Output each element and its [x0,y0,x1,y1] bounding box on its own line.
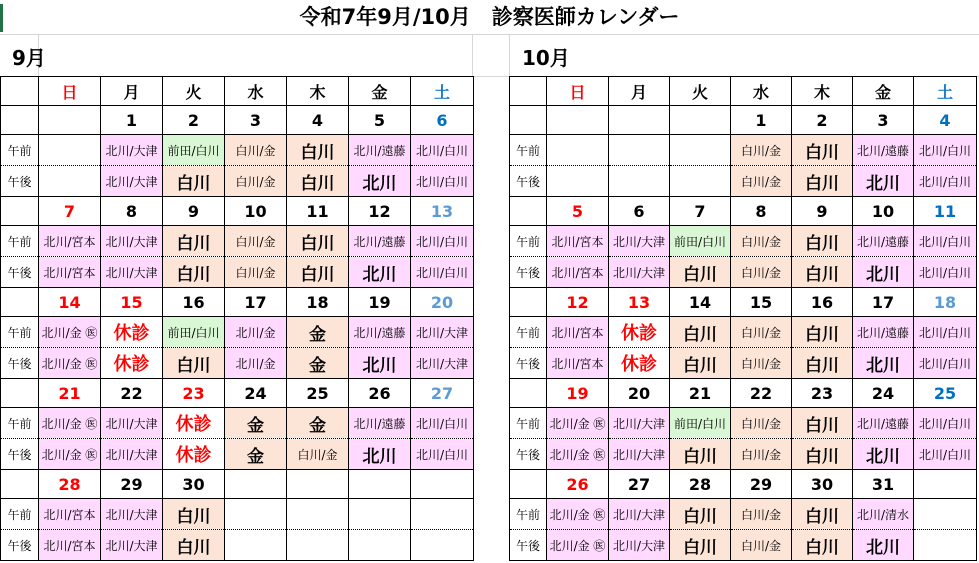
date-cell: 19 [547,379,609,408]
doctor-schedule-cell: 北川/金 ㊩ [547,499,609,530]
doctor-schedule-cell: 北川/白川 [411,226,474,257]
date-cell: 19 [349,288,411,317]
date-cell: 4 [287,106,349,135]
doctor-schedule-cell: 休診 [101,348,163,379]
date-cell [670,106,731,135]
doctor-schedule-cell: 北川 [349,166,411,197]
doctor-schedule-cell: 白川 [163,499,225,530]
doctor-schedule-cell: 北川/大津 [101,530,163,561]
date-cell: 16 [792,288,853,317]
blank-label-cell [510,106,547,135]
doctor-schedule-cell: 前田/白川 [163,317,225,348]
doctor-schedule-cell [411,499,474,530]
date-cell: 20 [411,288,474,317]
doctor-schedule-cell: 白川 [792,499,853,530]
date-cell: 20 [609,379,670,408]
doctor-schedule-cell: 北川/金 ㊩ [39,408,101,439]
doctor-schedule-cell: 北川/白川 [411,439,474,470]
doctor-schedule-cell [914,499,977,530]
doctor-schedule-cell: 白川/金 [731,317,792,348]
doctor-schedule-cell: 白川 [792,439,853,470]
doctor-schedule-cell: 白川 [287,257,349,288]
date-cell [411,470,474,499]
weekday-header: 月 [609,77,670,106]
date-cell: 9 [163,197,225,226]
sheet-column-line [509,34,510,76]
doctor-schedule-cell [39,135,101,166]
date-cell: 8 [731,197,792,226]
doctor-schedule-cell: 北川/大津 [609,226,670,257]
doctor-schedule-cell: 金 [225,439,287,470]
date-cell: 2 [163,106,225,135]
morning-label: 午前 [510,226,547,257]
doctor-schedule-cell: 白川 [287,166,349,197]
date-cell: 5 [349,106,411,135]
doctor-schedule-cell: 白川 [792,408,853,439]
weekday-header: 木 [287,77,349,106]
doctor-schedule-cell: 北川 [853,530,914,561]
doctor-schedule-cell: 白川/金 [225,135,287,166]
doctor-schedule-cell: 休診 [609,348,670,379]
afternoon-label: 午後 [1,439,39,470]
date-cell: 13 [411,197,474,226]
doctor-schedule-cell: 北川 [349,257,411,288]
morning-label: 午前 [1,226,39,257]
date-cell [225,470,287,499]
doctor-schedule-cell: 前田/白川 [670,226,731,257]
doctor-schedule-cell: 北川/大津 [101,408,163,439]
corner-cell [1,77,39,106]
doctor-schedule-cell: 北川/白川 [411,257,474,288]
date-cell: 25 [287,379,349,408]
doctor-schedule-cell: 北川/大津 [101,257,163,288]
calendar-october [509,76,977,561]
weekday-header: 火 [670,77,731,106]
doctor-schedule-cell: 前田/白川 [163,135,225,166]
doctor-schedule-cell: 白川 [670,499,731,530]
doctor-schedule-cell: 北川/遠藤 [853,408,914,439]
doctor-schedule-cell: 北川/大津 [609,499,670,530]
month-heading-october: 10月 [522,46,570,70]
date-cell: 22 [731,379,792,408]
date-cell: 18 [914,288,977,317]
doctor-schedule-cell: 北川/大津 [609,257,670,288]
date-cell: 23 [792,379,853,408]
afternoon-label: 午後 [1,348,39,379]
doctor-schedule-cell: 北川/大津 [609,408,670,439]
doctor-schedule-cell: 北川/金 ㊩ [39,439,101,470]
doctor-schedule-cell: 北川/白川 [914,135,977,166]
weekday-header: 月 [101,77,163,106]
doctor-schedule-cell: 北川/遠藤 [349,317,411,348]
doctor-schedule-cell: 北川/白川 [914,166,977,197]
doctor-schedule-cell: 北川/金 ㊩ [547,408,609,439]
doctor-schedule-cell: 北川/遠藤 [349,226,411,257]
weekday-header: 木 [792,77,853,106]
date-cell: 9 [792,197,853,226]
date-cell [547,106,609,135]
doctor-schedule-cell: 北川/白川 [914,226,977,257]
afternoon-label: 午後 [1,257,39,288]
date-cell: 11 [287,197,349,226]
doctor-schedule-cell: 白川 [792,530,853,561]
date-cell: 23 [163,379,225,408]
doctor-schedule-cell: 北川/遠藤 [853,226,914,257]
date-cell: 31 [853,470,914,499]
doctor-schedule-cell: 北川/遠藤 [349,408,411,439]
doctor-schedule-cell: 北川/宮本 [547,317,609,348]
blank-label-cell [510,288,547,317]
doctor-schedule-cell: 北川/金 [225,348,287,379]
date-cell: 24 [225,379,287,408]
doctor-schedule-cell: 北川/大津 [101,439,163,470]
doctor-schedule-cell: 休診 [163,439,225,470]
date-cell: 8 [101,197,163,226]
doctor-schedule-cell: 北川 [853,348,914,379]
date-cell [349,470,411,499]
doctor-schedule-cell: 白川 [792,348,853,379]
doctor-schedule-cell: 北川/宮本 [39,226,101,257]
doctor-schedule-cell: 白川 [792,135,853,166]
afternoon-label: 午後 [510,257,547,288]
weekday-header: 水 [731,77,792,106]
doctor-schedule-cell: 北川/白川 [411,135,474,166]
blank-label-cell [1,470,39,499]
doctor-schedule-cell: 北川/金 ㊩ [39,317,101,348]
date-cell: 28 [670,470,731,499]
date-cell: 21 [39,379,101,408]
date-cell: 10 [853,197,914,226]
doctor-schedule-cell: 白川/金 [731,135,792,166]
doctor-schedule-cell [609,135,670,166]
morning-label: 午前 [1,408,39,439]
doctor-schedule-cell: 北川/白川 [914,439,977,470]
date-cell: 28 [39,470,101,499]
date-cell: 27 [609,470,670,499]
doctor-schedule-cell: 北川/大津 [411,317,474,348]
doctor-schedule-cell: 白川 [163,166,225,197]
doctor-schedule-cell: 休診 [101,317,163,348]
blank-label-cell [510,197,547,226]
doctor-schedule-cell: 白川/金 [225,257,287,288]
doctor-schedule-cell: 北川/宮本 [547,348,609,379]
doctor-schedule-cell: 北川/大津 [101,499,163,530]
doctor-schedule-cell: 白川/金 [731,439,792,470]
doctor-schedule-cell [287,499,349,530]
doctor-schedule-cell: 前田/白川 [670,408,731,439]
doctor-schedule-cell: 金 [225,408,287,439]
date-cell: 10 [225,197,287,226]
date-cell: 14 [39,288,101,317]
date-cell: 17 [225,288,287,317]
doctor-schedule-cell: 白川/金 [731,499,792,530]
doctor-schedule-cell [349,499,411,530]
date-cell: 12 [349,197,411,226]
doctor-schedule-cell [547,166,609,197]
doctor-schedule-cell: 白川 [670,530,731,561]
date-cell: 15 [101,288,163,317]
doctor-schedule-cell: 白川/金 [731,257,792,288]
weekday-header: 金 [349,77,411,106]
doctor-schedule-cell: 休診 [163,408,225,439]
date-cell: 21 [670,379,731,408]
weekday-header: 日 [547,77,609,106]
morning-label: 午前 [510,408,547,439]
doctor-schedule-cell: 白川 [163,257,225,288]
blank-label-cell [1,288,39,317]
doctor-schedule-cell: 北川/金 ㊩ [39,348,101,379]
weekday-header: 土 [411,77,474,106]
date-cell: 18 [287,288,349,317]
doctor-schedule-cell [914,530,977,561]
afternoon-label: 午後 [510,166,547,197]
doctor-schedule-cell [609,166,670,197]
doctor-schedule-cell [39,166,101,197]
date-cell: 24 [853,379,914,408]
doctor-schedule-cell: 北川/金 [225,317,287,348]
doctor-schedule-cell: 北川/白川 [411,166,474,197]
page-title: 令和7年9月/10月 診察医師カレンダー [299,5,680,29]
date-cell [39,106,101,135]
blank-label-cell [1,197,39,226]
doctor-schedule-cell: 白川/金 [731,348,792,379]
doctor-schedule-cell: 北川 [349,348,411,379]
blank-label-cell [510,379,547,408]
weekday-header: 火 [163,77,225,106]
date-cell: 29 [731,470,792,499]
doctor-schedule-cell [670,135,731,166]
doctor-schedule-cell: 白川 [287,135,349,166]
afternoon-label: 午後 [1,166,39,197]
doctor-schedule-cell [287,530,349,561]
date-cell: 14 [670,288,731,317]
corner-cell [510,77,547,106]
date-cell: 17 [853,288,914,317]
date-cell: 7 [670,197,731,226]
morning-label: 午前 [1,135,39,166]
date-cell: 30 [163,470,225,499]
afternoon-label: 午後 [510,530,547,561]
doctor-schedule-cell: 北川/宮本 [39,530,101,561]
date-cell: 16 [163,288,225,317]
doctor-schedule-cell: 北川/遠藤 [853,317,914,348]
month-heading-september: 9月 [12,46,46,70]
date-cell: 12 [547,288,609,317]
doctor-schedule-cell: 金 [287,317,349,348]
doctor-schedule-cell: 北川 [853,257,914,288]
doctor-schedule-cell: 白川/金 [287,439,349,470]
morning-label: 午前 [1,499,39,530]
date-cell: 6 [609,197,670,226]
date-cell: 6 [411,106,474,135]
doctor-schedule-cell: 北川/白川 [914,257,977,288]
doctor-schedule-cell: 北川/大津 [609,439,670,470]
doctor-schedule-cell: 北川/白川 [411,408,474,439]
date-cell: 30 [792,470,853,499]
doctor-schedule-cell [670,166,731,197]
doctor-schedule-cell: 北川/大津 [101,166,163,197]
doctor-schedule-cell: 白川/金 [731,166,792,197]
doctor-schedule-cell: 北川 [853,166,914,197]
date-cell: 26 [547,470,609,499]
doctor-schedule-cell: 北川/宮本 [39,499,101,530]
doctor-schedule-cell: 北川/遠藤 [349,135,411,166]
date-cell: 13 [609,288,670,317]
doctor-schedule-cell: 白川 [792,166,853,197]
doctor-schedule-cell: 北川/清水 [853,499,914,530]
doctor-schedule-cell: 北川/大津 [101,226,163,257]
date-cell: 1 [731,106,792,135]
doctor-schedule-cell: 北川/大津 [411,348,474,379]
doctor-schedule-cell: 白川 [163,530,225,561]
doctor-schedule-cell: 北川/大津 [101,135,163,166]
doctor-schedule-cell: 北川/金 ㊩ [547,530,609,561]
doctor-schedule-cell: 白川/金 [731,530,792,561]
morning-label: 午前 [1,317,39,348]
sheet-gridline [0,34,979,35]
date-cell: 27 [411,379,474,408]
doctor-schedule-cell: 北川/大津 [609,530,670,561]
date-cell [914,470,977,499]
morning-label: 午前 [510,499,547,530]
doctor-schedule-cell: 白川 [670,348,731,379]
date-cell: 11 [914,197,977,226]
afternoon-label: 午後 [510,439,547,470]
doctor-schedule-cell: 北川 [349,439,411,470]
doctor-schedule-cell: 北川/宮本 [547,226,609,257]
doctor-schedule-cell [225,530,287,561]
blank-label-cell [1,379,39,408]
doctor-schedule-cell: 白川/金 [225,166,287,197]
date-cell: 22 [101,379,163,408]
date-cell: 4 [914,106,977,135]
doctor-schedule-cell: 白川 [670,257,731,288]
doctor-schedule-cell: 休診 [609,317,670,348]
doctor-schedule-cell: 北川/遠藤 [853,135,914,166]
weekday-header: 土 [914,77,977,106]
doctor-schedule-cell: 北川/宮本 [547,257,609,288]
doctor-schedule-cell: 北川/金 ㊩ [547,439,609,470]
doctor-schedule-cell [349,530,411,561]
date-cell: 3 [853,106,914,135]
doctor-schedule-cell: 北川/宮本 [39,257,101,288]
doctor-schedule-cell: 白川 [792,257,853,288]
afternoon-label: 午後 [510,348,547,379]
date-cell: 29 [101,470,163,499]
doctor-schedule-cell: 金 [287,348,349,379]
doctor-schedule-cell: 白川 [670,439,731,470]
doctor-schedule-cell: 白川 [287,226,349,257]
date-cell [609,106,670,135]
date-cell: 2 [792,106,853,135]
sheet-column-line [472,34,473,76]
weekday-header: 水 [225,77,287,106]
date-cell: 26 [349,379,411,408]
doctor-schedule-cell: 白川 [163,348,225,379]
doctor-schedule-cell: 北川/白川 [914,348,977,379]
date-cell: 5 [547,197,609,226]
date-cell: 25 [914,379,977,408]
weekday-header: 日 [39,77,101,106]
doctor-schedule-cell: 白川 [792,226,853,257]
date-cell: 3 [225,106,287,135]
doctor-schedule-cell: 白川 [670,317,731,348]
date-cell: 7 [39,197,101,226]
date-cell: 15 [731,288,792,317]
calendar-september [0,76,474,561]
doctor-schedule-cell: 北川/白川 [914,317,977,348]
doctor-schedule-cell: 金 [287,408,349,439]
afternoon-label: 午後 [1,530,39,561]
doctor-schedule-cell: 白川/金 [731,408,792,439]
doctor-schedule-cell [225,499,287,530]
weekday-header: 金 [853,77,914,106]
blank-label-cell [510,470,547,499]
doctor-schedule-cell: 白川 [792,317,853,348]
doctor-schedule-cell: 白川/金 [731,226,792,257]
doctor-schedule-cell [547,135,609,166]
blank-label-cell [1,106,39,135]
doctor-schedule-cell: 北川 [853,439,914,470]
date-cell: 1 [101,106,163,135]
morning-label: 午前 [510,317,547,348]
doctor-schedule-cell [411,530,474,561]
doctor-schedule-cell: 北川/白川 [914,408,977,439]
date-cell [287,470,349,499]
doctor-schedule-cell: 白川/金 [225,226,287,257]
morning-label: 午前 [510,135,547,166]
doctor-schedule-cell: 白川 [163,226,225,257]
